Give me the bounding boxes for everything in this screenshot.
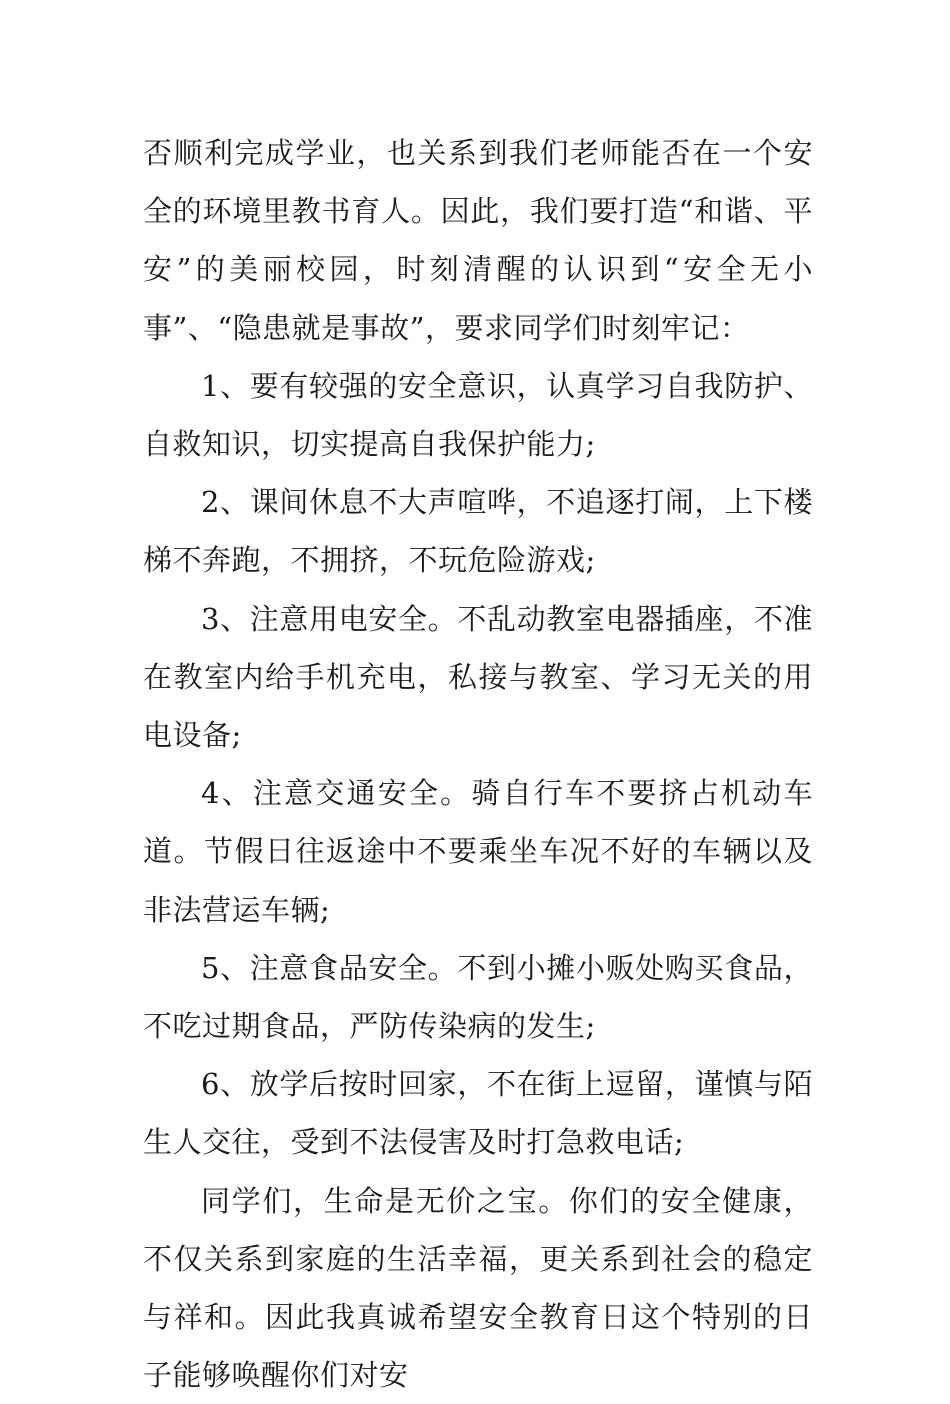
paragraph-closing: 同学们，生命是无价之宝。你们的安全健康，不仅关系到家庭的生活幸福，更关系到社会的稳定与祥和。因此我真诚希望安全教育日这个特别的日子能够唤醒你们对安 [143,1183,813,1393]
paragraph-continuation: 否顺利完成学业，也关系到我们老师能否在一个安全的环境里教书育人。因此，我们要打造“和谐、平安”的美丽校园，时刻清醒的认识到“安全无小事”、“隐患就是事故”，要求同学们时刻牢记： [143,136,813,345]
document-body [143,124,813,1404]
paragraph-rule-6: 6、放学后按时回家，不在街上逗留，谨慎与陌生人交往，受到不法侵害及时打急救电话; [143,1067,813,1160]
paragraph-rule-2: 2、课间休息不大声喧哗，不追逐打闹，上下楼梯不奔跑，不拥挤，不玩危险游戏; [143,485,813,578]
paragraph-rule-4: 4、注意交通安全。骑自行车不要挤占机动车道。节假日往返途中不要乘坐车况不好的车辆以及非法营运车辆; [143,776,813,927]
paragraph-rule-1: 1、要有较强的安全意识，认真学习自我防护、自救知识，切实提高自我保护能力; [143,368,813,462]
paragraph-rule-3: 3、注意用电安全。不乱动教室电器插座，不准在教室内给手机充电，私接与教室、学习无关的用电设备; [143,601,813,753]
paragraph-rule-5: 5、注意食品安全。不到小摊小贩处购买食品，不吃过期食品，严防传染病的发生; [143,950,813,1044]
